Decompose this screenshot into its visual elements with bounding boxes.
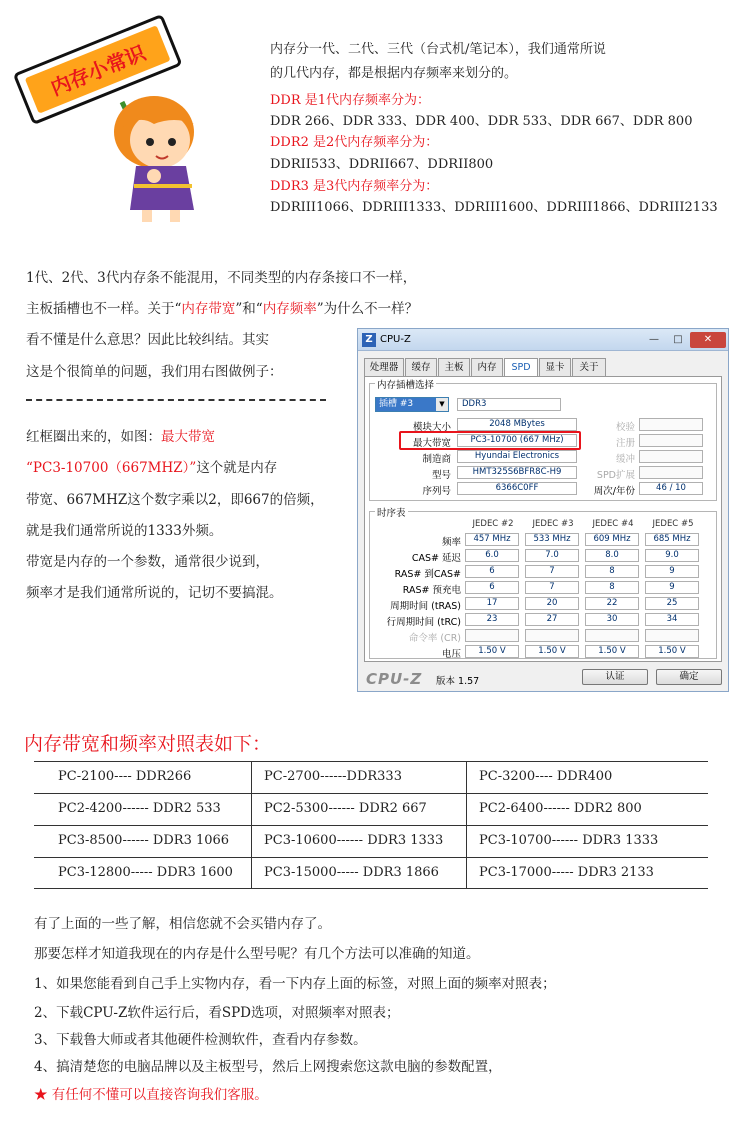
- timing-cell: 457 MHz: [465, 533, 519, 546]
- timing-cell: 7: [525, 565, 579, 578]
- timing-cell: 1.50 V: [585, 645, 639, 658]
- timing-row-label: 行周期时间 (tRC): [386, 617, 461, 628]
- spd-ext-value: [639, 466, 703, 479]
- mid-paragraph-9: 带宽是内存的一个参数，通常很少说到，: [26, 554, 269, 570]
- minimize-button[interactable]: —: [649, 334, 659, 345]
- max-bandwidth-label: 最大带宽: [412, 438, 451, 449]
- timing-cell: 30: [585, 613, 639, 626]
- cpuz-titlebar: [358, 329, 728, 351]
- ddr2-heading: DDR2 是2代内存频率分为：: [270, 135, 439, 150]
- table-cell: PC3-10700------ DDR3 1333: [466, 826, 708, 857]
- tab-cpu[interactable]: 处理器: [364, 358, 404, 376]
- mid-paragraph-8: 就是我们通常所说的1333外频。: [26, 523, 223, 539]
- ddr1-values: DDR 266、DDR 333、DDR 400、DDR 533、DDR 667、DDR 800: [270, 114, 693, 129]
- tab-cache[interactable]: 缓存: [405, 358, 437, 376]
- timing-cell: 1.50 V: [645, 645, 699, 658]
- mid-paragraph-4: 这是个很简单的问题，我们用右图做例子：: [26, 364, 283, 380]
- timings-group-label: 时序表: [375, 505, 408, 519]
- tab-memory[interactable]: 内存: [471, 358, 503, 376]
- ok-button[interactable]: 确定: [656, 669, 722, 685]
- bottom-line-7: ★ 有任何不懂可以直接咨询我们客服。: [34, 1087, 268, 1103]
- timing-cell: 27: [525, 613, 579, 626]
- tab-mainboard[interactable]: 主板: [438, 358, 470, 376]
- timing-cell: 9.0: [645, 549, 699, 562]
- table-cell: PC-2700------DDR333: [251, 762, 466, 793]
- comparison-table: [34, 761, 708, 889]
- spd-ext-label: SPD扩展: [596, 470, 635, 481]
- part-number-label: 型号: [431, 470, 451, 481]
- week-year-label: 周次/年份: [593, 486, 635, 497]
- term-frequency: 内存频率: [262, 301, 317, 317]
- checksum-value: [639, 418, 703, 431]
- timing-cell: 7.0: [525, 549, 579, 562]
- tab-spd[interactable]: SPD: [504, 358, 538, 377]
- bottom-line-6: 4、搞清楚您的电脑品牌以及主板型号，然后上网搜索您这款电脑的参数配置，: [34, 1059, 502, 1075]
- checksum-label: 校验: [615, 422, 635, 433]
- timing-cell: 533 MHz: [525, 533, 579, 546]
- ddr3-heading: DDR3 是3代内存频率分为：: [270, 179, 439, 194]
- timing-cell: 685 MHz: [645, 533, 699, 546]
- ddr1-heading: DDR 是1代内存频率分为：: [270, 93, 431, 108]
- table-cell: PC-3200---- DDR400: [466, 762, 708, 793]
- table-cell: PC3-10600------ DDR3 1333: [251, 826, 466, 857]
- mid-paragraph-5: [26, 425, 215, 445]
- timing-row-label: 命令率 (CR): [408, 633, 461, 644]
- timing-cell: [465, 629, 519, 642]
- intro-line-1: 内存分一代、二代、三代（台式机/笔记本），我们通常所说: [270, 42, 606, 57]
- timing-cell: 1.50 V: [465, 645, 519, 658]
- timing-cell: 25: [645, 597, 699, 610]
- bottom-line-5: 3、下载鲁大师或者其他硬件检测软件，查看内存参数。: [34, 1032, 367, 1048]
- timing-cell: 6: [465, 565, 519, 578]
- mid-paragraph-3: 看不懂是什么意思？因此比较纠结。其实: [26, 332, 269, 348]
- timing-cell: 20: [525, 597, 579, 610]
- timing-cell: 8.0: [585, 549, 639, 562]
- timing-col-jedec2: JEDEC #2: [472, 519, 514, 529]
- term-bandwidth: 内存带宽: [181, 301, 236, 317]
- intro-line-2: 的几代内存，都是根据内存频率来划分的。: [270, 66, 518, 81]
- cpuz-window: [357, 328, 729, 692]
- table-cell: PC2-4200------ DDR2 533: [58, 801, 221, 816]
- timing-cell: 22: [585, 597, 639, 610]
- buffered-label: 缓冲: [615, 454, 635, 465]
- bottom-line-4: 2、下载CPU-Z软件运行后，看SPD选项，对照频率对照表；: [34, 1005, 400, 1021]
- timing-row-label: RAS# 预充电: [402, 585, 461, 596]
- module-size-value: 2048 MBytes: [457, 418, 577, 431]
- max-bandwidth-value: PC3-10700 (667 MHz): [457, 434, 577, 447]
- mid-paragraph-7: 带宽、667MHZ这个数字乘以2，即667的倍频，: [26, 492, 324, 508]
- timing-col-jedec5: JEDEC #5: [652, 519, 694, 529]
- timing-row-label: 电压: [441, 649, 461, 660]
- validate-button[interactable]: 认证: [582, 669, 648, 685]
- mid-p2-a: 主板插槽也不一样。关于“: [26, 301, 182, 317]
- timing-row-label: 频率: [441, 537, 461, 548]
- mid-p2-c: ”和“: [235, 301, 263, 317]
- cpuz-title: CPU-Z: [380, 334, 411, 345]
- mid-p5-a: 红框圈出来的，如图：: [26, 429, 161, 445]
- timing-cell: 6: [465, 581, 519, 594]
- timing-cell: 9: [645, 581, 699, 594]
- timing-cell: [525, 629, 579, 642]
- table-cell: PC2-6400------ DDR2 800: [466, 794, 708, 825]
- maximize-button[interactable]: □: [673, 334, 683, 345]
- bottom-line-2: 那要怎样才知道我现在的内存是什么型号呢？有几个方法可以准确的知道。: [34, 946, 480, 962]
- close-button[interactable]: ✕: [690, 332, 726, 348]
- table-cell: PC2-5300------ DDR2 667: [251, 794, 466, 825]
- table-cell: PC3-12800----- DDR3 1600: [58, 865, 233, 880]
- ddr2-values: DDRII533、DDRII667、DDRII800: [270, 157, 494, 172]
- timing-row-label: 周期时间 (tRAS): [390, 601, 461, 612]
- memory-type-value: DDR3: [457, 398, 561, 411]
- mid-paragraph-10: 频率才是我们通常所说的，记切不要搞混。: [26, 585, 283, 601]
- slot-dropdown[interactable]: [375, 397, 449, 412]
- mid-p2-e: ”为什么不一样？: [316, 301, 419, 317]
- timing-cell: 1.50 V: [525, 645, 579, 658]
- table-cell: PC3-17000----- DDR3 2133: [466, 858, 708, 889]
- timing-cell: 609 MHz: [585, 533, 639, 546]
- registered-label: 注册: [615, 438, 635, 449]
- dashed-divider: [26, 399, 326, 401]
- slot-dropdown-value: 插槽 #3: [379, 399, 414, 409]
- table-cell: PC3-15000----- DDR3 1866: [251, 858, 466, 889]
- timing-row-label: CAS# 延迟: [411, 553, 461, 564]
- part-number-value: HMT325S6BFR8C-H9: [457, 466, 577, 479]
- bandwidth-example: “PC3-10700（667MHZ）”: [26, 460, 197, 476]
- cpuz-version: 版本 1.57: [436, 676, 480, 687]
- timing-cell: 8: [585, 581, 639, 594]
- sign-text: 内存小常识: [47, 40, 149, 101]
- chevron-down-icon: ▼: [436, 398, 448, 411]
- tab-about[interactable]: 关于: [572, 358, 606, 376]
- timing-cell: [585, 629, 639, 642]
- timing-cell: [645, 629, 699, 642]
- tab-graphics[interactable]: 显卡: [539, 358, 571, 376]
- mid-paragraph-1: 1代、2代、3代内存条不能混用，不同类型的内存条接口不一样，: [26, 270, 417, 286]
- timing-cell: 9: [645, 565, 699, 578]
- table-cell: PC3-8500------ DDR3 1066: [58, 833, 230, 848]
- timing-cell: 34: [645, 613, 699, 626]
- serial-label: 序列号: [422, 486, 451, 497]
- timing-cell: 17: [465, 597, 519, 610]
- mascot-illustration: [4, 6, 214, 226]
- timing-cell: 6.0: [465, 549, 519, 562]
- highlight-red-box: [399, 431, 581, 450]
- week-year-value: 46 / 10: [639, 482, 703, 495]
- cpuz-app-icon: Z: [362, 333, 376, 347]
- table-row: [34, 857, 708, 889]
- mid-p6-b: 这个就是内存: [196, 460, 278, 476]
- module-size-label: 模块大小: [412, 422, 451, 433]
- manufacturer-value: Hyundai Electronics: [457, 450, 577, 463]
- ddr3-values: DDRIII1066、DDRIII1333、DDRIII1600、DDRIII1866、DDRIII2133: [270, 200, 718, 215]
- term-max-bandwidth: 最大带宽: [161, 429, 215, 445]
- table-cell: PC-2100---- DDR266: [58, 769, 192, 784]
- bottom-line-1: 有了上面的一些了解，相信您就不会买错内存了。: [34, 916, 331, 932]
- spd-panel: [364, 376, 722, 662]
- serial-value: 6366C0FF: [457, 482, 577, 495]
- timing-col-jedec3: JEDEC #3: [532, 519, 574, 529]
- timing-row-label: RAS# 到CAS#: [394, 569, 461, 580]
- comparison-heading: 内存带宽和频率对照表如下：: [24, 733, 272, 755]
- buffered-value: [639, 450, 703, 463]
- mid-paragraph-2: [26, 297, 418, 317]
- table-row: [34, 793, 708, 825]
- slot-group-label: 内存插槽选择: [375, 377, 436, 391]
- timing-cell: 23: [465, 613, 519, 626]
- manufacturer-label: 制造商: [422, 454, 451, 465]
- timing-col-jedec4: JEDEC #4: [592, 519, 634, 529]
- timing-cell: 8: [585, 565, 639, 578]
- bottom-line-3: 1、如果您能看到自己手上实物内存，看一下内存上面的标签，对照上面的频率对照表；: [34, 976, 556, 992]
- table-row: [34, 825, 708, 857]
- registered-value: [639, 434, 703, 447]
- table-row: [34, 761, 708, 793]
- timing-cell: 7: [525, 581, 579, 594]
- mid-paragraph-6: [26, 456, 277, 476]
- cpuz-footer-logo: CPU-Z: [366, 670, 423, 688]
